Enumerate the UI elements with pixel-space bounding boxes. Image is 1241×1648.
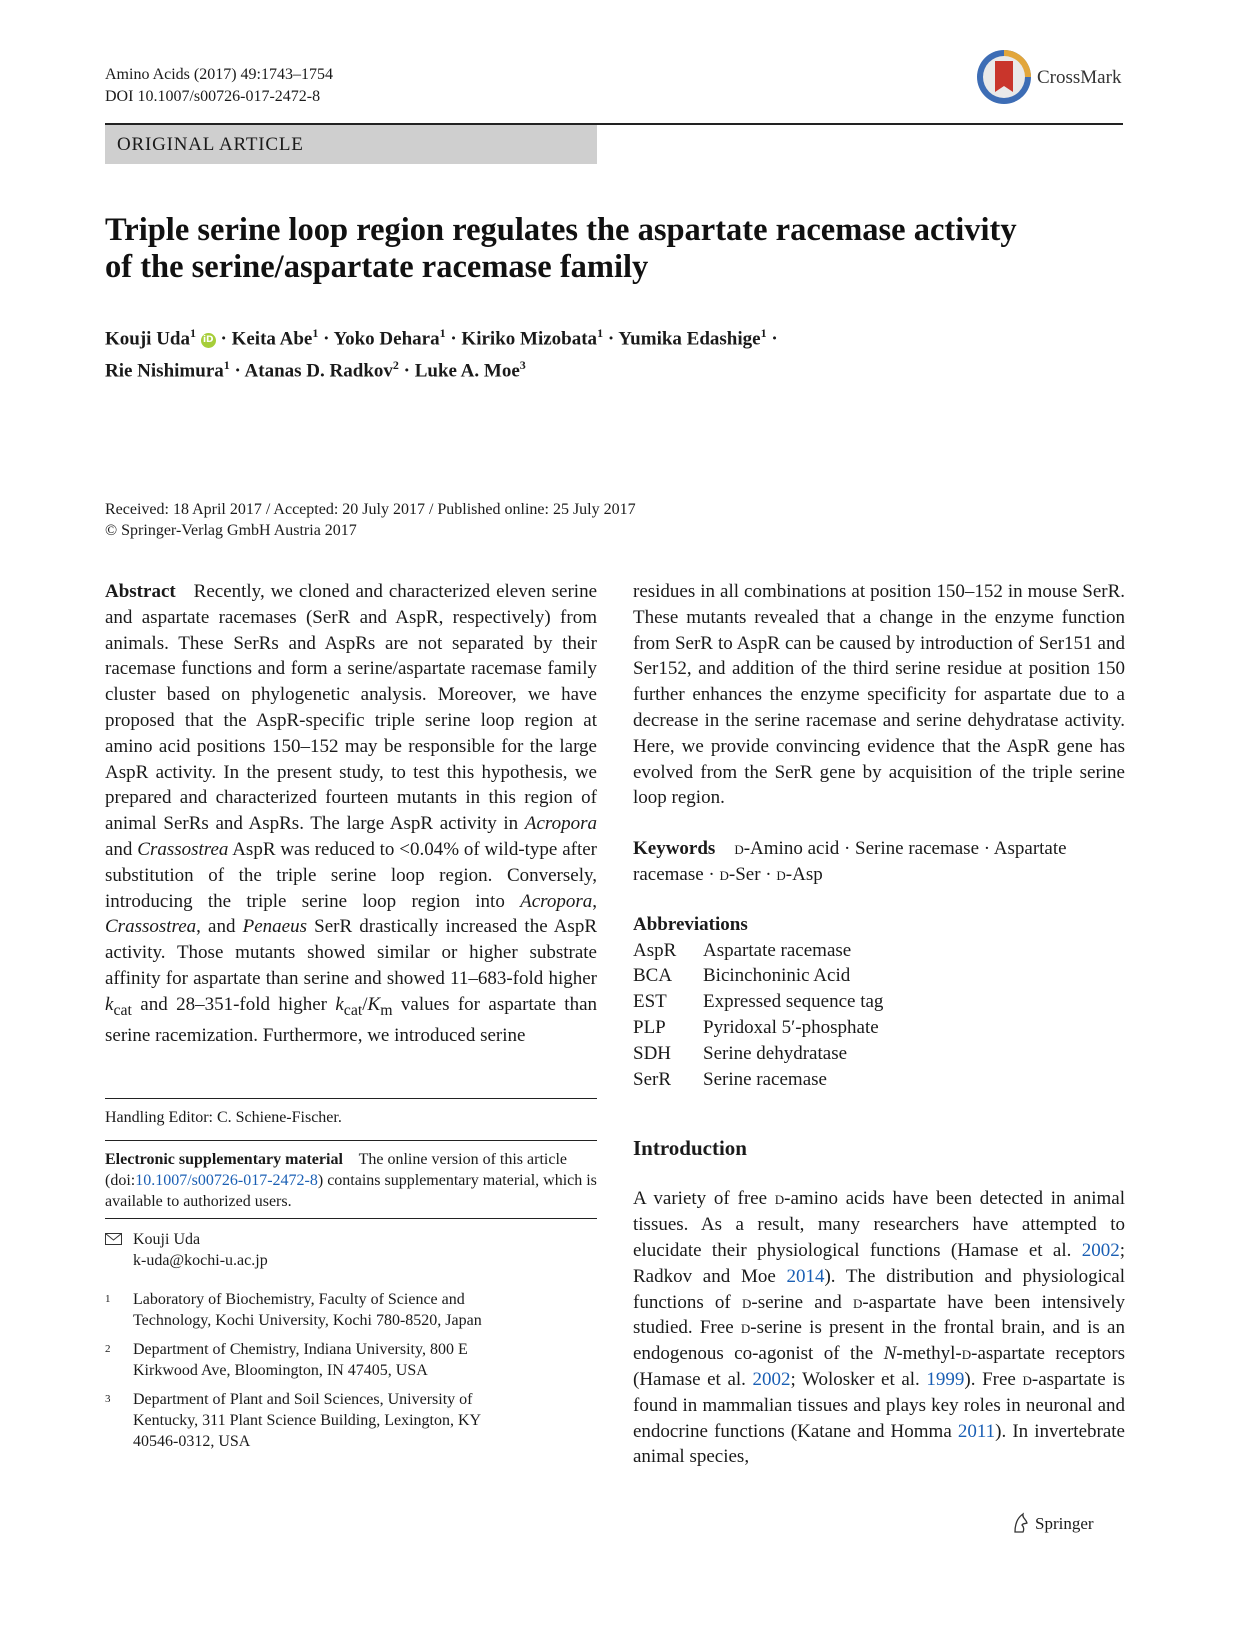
abstract-text: , and: [196, 916, 243, 938]
publication-dates: [105, 499, 905, 541]
d-prefix: d: [740, 1317, 751, 1339]
journal-citation: Amino Acids (2017) 49:1743–1754: [105, 66, 333, 83]
citation-link[interactable]: 2002: [752, 1368, 791, 1390]
corresponding-author: [105, 1229, 597, 1271]
intro-text: ). The distribution and physiological functions of: [633, 1265, 1125, 1313]
abbreviation-definition: Pyridoxal 5′-phosphate: [703, 1016, 879, 1038]
corresponding-name: Kouji Uda: [133, 1231, 201, 1248]
springer-horse-icon: [1011, 1512, 1031, 1534]
intro-text: -aspartate is found in mammalian tissues and plays key roles in neuronal and endocrine functions (Katane and Homma: [633, 1368, 1125, 1442]
abbreviation-definition: Bicinchoninic Acid: [703, 965, 851, 987]
author-line-2: Rie Nishimura$^1$ · Atanas D. Radkov$^2$ · Luke A. Moe$^3$: [105, 358, 526, 382]
title-line-1: Triple serine loop region regulates the aspartate racemase activity: [105, 212, 1017, 248]
abbreviation: SerR: [633, 1068, 671, 1090]
author-list: [105, 320, 1005, 385]
article-type-banner: ORIGINAL ARTICLE: [105, 125, 597, 164]
abbreviations-heading: Abbreviations: [633, 913, 748, 935]
kinetic-symbol: K: [367, 993, 381, 1015]
footnote-rule: [105, 1098, 597, 1099]
author-name[interactable]: Yumika Edashige: [618, 328, 761, 350]
affiliation-1: [105, 1289, 597, 1331]
intro-text: -serine is present in the frontal brain, and is an endogenous co-agonist of the: [633, 1317, 1125, 1365]
species-name: Acropora: [524, 813, 597, 835]
footnote-rule: [105, 1218, 597, 1219]
intro-text: ; Radkov and Moe: [633, 1239, 1125, 1287]
intro-text: -aspartate receptors (Hamase et al.: [633, 1343, 1126, 1390]
supplementary-heading: Electronic supplementary material: [105, 1151, 343, 1168]
springer-logo: [1035, 1514, 1094, 1534]
abstract-text: values for aspartate than serine racemization. Furthermore, we introduced serine: [105, 993, 598, 1047]
keywords-heading: Keywords: [633, 838, 716, 860]
author-line-1: Kouji Uda$^1$ iD · Keita Abe$^1$ · Yoko Dehara$^1$ · Kiriko Mizobata$^1$ · Yumika Edashige$^1$ ·: [105, 326, 778, 350]
citation-link[interactable]: 2014: [786, 1265, 825, 1287]
copyright-line: © Springer-Verlag GmbH Austria 2017: [105, 522, 357, 539]
keywords: [633, 836, 1125, 888]
affiliation-number: 3: [105, 1393, 111, 1405]
author-name[interactable]: Kiriko Mizobata: [461, 328, 598, 350]
article-title: [105, 212, 1065, 286]
crossmark-badge[interactable]: [975, 48, 1123, 110]
orcid-icon[interactable]: iD: [201, 333, 216, 348]
kinetic-subscript: cat: [343, 1001, 363, 1019]
author-affiliation-mark: 2: [392, 358, 399, 373]
author-affiliation-mark: 1: [760, 326, 767, 340]
abstract-text: AspR was reduced to <0.04% of wild-type after substitution of the triple serine loop region. Conversely, introducing the triple serine loop region into: [105, 838, 597, 912]
handling-editor-note: Handling Editor: C. Schiene-Fischer.: [105, 1109, 342, 1126]
abbreviation: BCA: [633, 965, 673, 987]
author-affiliation-mark: 1: [223, 358, 230, 373]
author-name[interactable]: Atanas D. Radkov: [244, 360, 393, 382]
intro-text: ). In invertebrate animal species,: [633, 1420, 1125, 1468]
keyword-prefix: d: [734, 838, 744, 860]
italic-n: N: [883, 1343, 897, 1365]
affiliation-text: Department of Chemistry, Indiana University, 800 E Kirkwood Ave, Bloomington, IN 47405, USA: [133, 1341, 468, 1379]
intro-text: -amino acids have been detected in animal tissues. As a result, many researchers have attempted to elucidate their physiological functions (Hamase et al.: [633, 1188, 1125, 1261]
title-line-2: of the serine/aspartate racemase family: [105, 249, 649, 285]
affiliation-text: Department of Plant and Soil Sciences, University of Kentucky, 311 Plant Science Building, Lexington, KY 40546-0312, USA: [133, 1391, 481, 1450]
intro-text: -aspartate have been intensively studied. Free: [633, 1291, 1125, 1339]
author-name[interactable]: Rie Nishimura: [105, 360, 224, 382]
affiliation-number: 2: [105, 1343, 111, 1355]
abbreviation: AspR: [633, 939, 677, 961]
abbreviation-row: [633, 938, 1125, 964]
abbreviation-definition: Expressed sequence tag: [703, 991, 884, 1013]
intro-text: -methyl-: [896, 1343, 962, 1365]
crossmark-icon: [975, 48, 1033, 106]
species-name: Crassostrea: [137, 838, 229, 860]
author-name[interactable]: Kouji Uda: [105, 328, 190, 350]
species-name: Crassostrea: [105, 916, 197, 938]
abbreviation-definition: Serine racemase: [703, 1068, 827, 1090]
abstract-heading: Abstract: [105, 581, 176, 602]
abstract-text: /: [362, 993, 368, 1015]
supplementary-doi-link[interactable]: 10.1007/s00726-017-2472-8: [135, 1172, 318, 1189]
supplementary-text: ) contains supplementary material, which is available to authorized users.: [105, 1172, 597, 1210]
abbreviation-row: [633, 1015, 1125, 1041]
author-affiliation-mark: 1: [312, 326, 319, 340]
kinetic-symbol: k: [335, 993, 344, 1015]
affiliation-number: 1: [105, 1293, 111, 1305]
abbreviation-row: [633, 989, 1125, 1015]
intro-text: A variety of free: [633, 1188, 775, 1210]
keyword-prefix: d: [776, 863, 786, 885]
keyword-text: -Asp: [785, 863, 823, 885]
supplementary-text: The online version of this article (doi:: [105, 1151, 567, 1189]
abbreviation: PLP: [633, 1016, 666, 1038]
abbreviations-list: [633, 938, 1125, 1093]
abbreviation-definition: Aspartate racemase: [703, 939, 852, 961]
abbreviation-row: [633, 963, 1125, 989]
introduction-heading: Introduction: [633, 1136, 747, 1161]
d-prefix: d: [961, 1343, 972, 1365]
corresponding-email[interactable]: k-uda@kochi-u.ac.jp: [133, 1252, 268, 1269]
d-prefix: d: [1022, 1368, 1032, 1390]
author-name[interactable]: Luke A. Moe: [414, 360, 520, 382]
species-name: Penaeus: [242, 916, 307, 938]
abstract-text: Recently, we cloned and characterized eleven serine and aspartate racemases (SerR and AspR, respectively) from animals. These SerRs and AspRs are not separated by their racemase functions and form a serine/aspartate racemase family cluster based on phylogenetic analysis. Moreover, we have proposed that the AspR-specific triple serine loop region at amino acid positions 150–152 may be responsible for the large AspR activity. In the present study, to test this hypothesis, we prepared and characterized fourteen mutants in this region of animal SerRs and AspRs. The large AspR activity in: [105, 581, 598, 835]
keyword-text: -Ser ·: [728, 863, 777, 885]
intro-text: ). Free: [964, 1368, 1023, 1390]
species-name: Acropora: [520, 890, 593, 912]
springer-label: Springer: [1035, 1514, 1094, 1533]
d-prefix: d: [852, 1291, 863, 1313]
abstract-text: and 28–351-fold higher: [131, 993, 336, 1015]
abbreviation-definition: Serine dehydratase: [703, 1042, 848, 1064]
author-affiliation-mark: 3: [519, 358, 526, 373]
kinetic-subscript: m: [380, 1001, 393, 1019]
d-prefix: d: [742, 1291, 752, 1313]
abstract-text: ,: [592, 890, 597, 912]
d-prefix: d: [774, 1188, 785, 1210]
abstract-text: SerR drastically increased the AspR activity. Those mutants showed similar or higher substrate affinity for aspartate than serine and showed 11–683-fold higher: [105, 916, 598, 989]
author-affiliation-mark: 1: [190, 326, 196, 340]
author-affiliation-mark: 1: [597, 326, 604, 340]
author-name[interactable]: Yoko Dehara: [333, 328, 440, 350]
abstract-continuation: residues in all combinations at position 150–152 in mouse SerR. These mutants revealed that a change in the enzyme function from SerR to AspR can be caused by introduction of Ser151 and Ser152, and addition of the third serine residue at position 150 further enhances the enzyme specificity for aspartate due to a decrease in the serine racemase and serine dehydratase activity. Here, we provide convincing evidence that the AspR gene has evolved from the SerR gene by acquisition of the triple serine loop region.: [633, 581, 1125, 809]
citation-link[interactable]: 1999: [926, 1368, 965, 1390]
abbreviation-row: [633, 1067, 1125, 1093]
dates-line: Received: 18 April 2017 / Accepted: 20 July 2017 / Published online: 25 July 2017: [105, 501, 636, 518]
author-name[interactable]: Keita Abe: [231, 328, 313, 350]
right-column: [633, 579, 1125, 1470]
affiliation-3: [105, 1389, 597, 1452]
citation-link[interactable]: 2011: [957, 1420, 996, 1442]
citation-link[interactable]: 2002: [1081, 1239, 1120, 1261]
keyword-prefix: d: [719, 863, 729, 885]
footnote-rule: [105, 1140, 597, 1141]
affiliation-2: [105, 1339, 597, 1381]
introduction-paragraph: [633, 1186, 1125, 1470]
intro-text: ; Wolosker et al.: [790, 1368, 927, 1390]
abstract-text: and: [105, 838, 138, 860]
abbreviation: SDH: [633, 1042, 672, 1064]
envelope-icon: [105, 1233, 122, 1245]
abstract-paragraph: [105, 579, 597, 1049]
kinetic-symbol: k: [105, 993, 114, 1015]
keyword-text: -Amino acid · Serine racemase · Aspartate racemase ·: [633, 838, 1067, 885]
intro-text: -serine and: [751, 1291, 853, 1313]
left-column: [105, 579, 598, 1450]
abbreviation: EST: [633, 991, 667, 1013]
supplementary-note: [105, 1149, 597, 1212]
doi-line: DOI 10.1007/s00726-017-2472-8: [105, 88, 321, 105]
kinetic-subscript: cat: [113, 1001, 132, 1019]
crossmark-label: CrossMark: [1037, 67, 1122, 88]
abbreviation-row: [633, 1041, 1125, 1067]
affiliation-text: Laboratory of Biochemistry, Faculty of Science and Technology, Kochi University, Kochi 780-8520, Japan: [133, 1291, 482, 1329]
author-affiliation-mark: 1: [439, 326, 446, 340]
